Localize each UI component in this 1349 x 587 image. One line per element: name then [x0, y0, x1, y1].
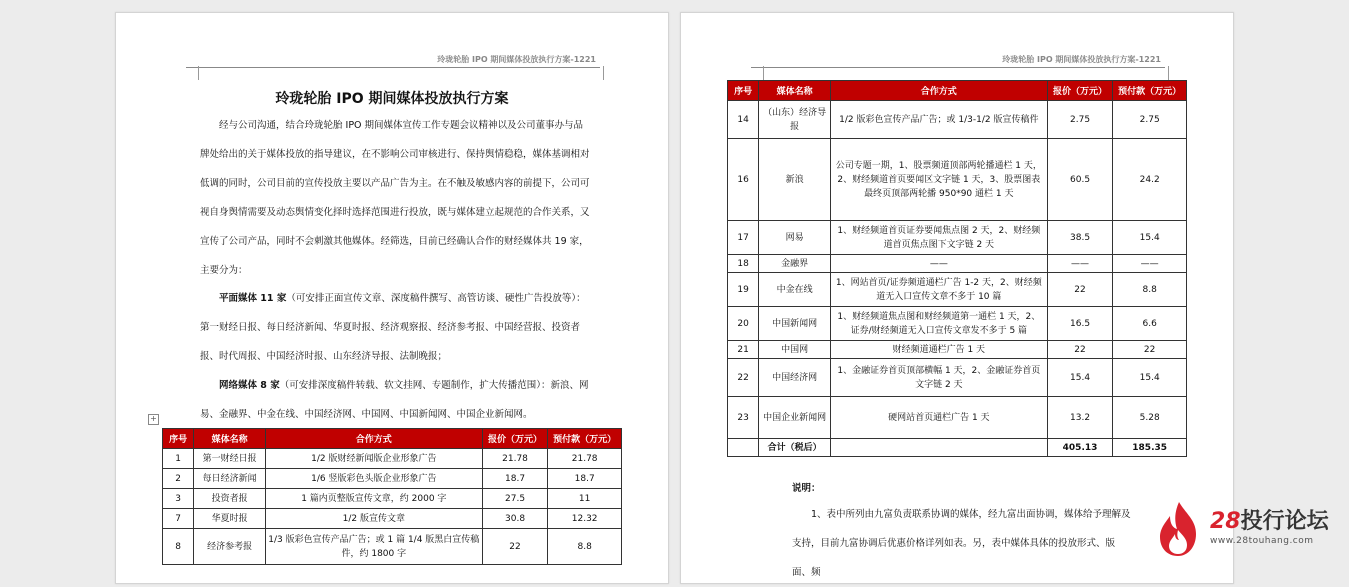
table-row[interactable] [728, 397, 1187, 439]
logo-wordmark [1210, 504, 1329, 535]
row-price: 13.2 [1047, 397, 1113, 439]
row-prepay: 18.7 [548, 469, 622, 489]
table-row[interactable] [728, 101, 1187, 139]
row-price: 38.5 [1047, 221, 1113, 255]
table-row[interactable] [163, 469, 622, 489]
row-price: 2.75 [1047, 101, 1113, 139]
row-name: 华夏时报 [194, 509, 266, 529]
margin-corner-right [603, 66, 604, 80]
row-name: 每日经济新闻 [194, 469, 266, 489]
net-media-label: 网络媒体 8 家 [219, 380, 280, 391]
row-mode: 1/2 版彩色宣传产品广告；或 1/3-1/2 版宣传稿件 [830, 101, 1047, 139]
total-mode [830, 439, 1047, 457]
row-prepay: 5.28 [1113, 397, 1187, 439]
table-row[interactable] [728, 273, 1187, 307]
row-prepay: 2.75 [1113, 101, 1187, 139]
header-rule [186, 67, 600, 68]
row-price: 16.5 [1047, 307, 1113, 341]
margin-corner-left [763, 66, 764, 80]
row-prepay: 15.4 [1113, 221, 1187, 255]
row-no: 19 [728, 273, 759, 307]
page-header: 玲珑轮胎 IPO 期间媒体投放执行方案-1221 [437, 55, 596, 64]
media-table-2[interactable] [727, 80, 1187, 457]
col-header-mode: 合作方式 [830, 81, 1047, 101]
row-no: 21 [728, 341, 759, 359]
row-no: 16 [728, 139, 759, 221]
row-name: 经济参考报 [194, 529, 266, 565]
row-prepay: 8.8 [548, 529, 622, 565]
row-no: 17 [728, 221, 759, 255]
row-price: 22 [482, 529, 548, 565]
row-prepay: 12.32 [548, 509, 622, 529]
row-prepay: 24.2 [1113, 139, 1187, 221]
row-prepay: 8.8 [1113, 273, 1187, 307]
row-price: —— [1047, 255, 1113, 273]
logo-number: 28 [1210, 509, 1241, 534]
header-rule [751, 67, 1165, 68]
table-row[interactable] [728, 359, 1187, 397]
row-prepay: 6.6 [1113, 307, 1187, 341]
row-name: （山东）经济导报 [759, 101, 831, 139]
margin-corner-left [198, 66, 199, 80]
total-price: 405.13 [1047, 439, 1113, 457]
flat-media-paragraph[interactable] [200, 284, 590, 371]
col-header-price: 报价（万元） [1047, 81, 1113, 101]
table-row[interactable] [163, 529, 622, 565]
row-prepay: —— [1113, 255, 1187, 273]
row-name: 新浪 [759, 139, 831, 221]
row-mode: 1/6 竖版彩色头版企业形象广告 [265, 469, 482, 489]
margin-corner-right [1168, 66, 1169, 80]
table-row[interactable] [728, 341, 1187, 359]
flat-media-text: （可安排正面宣传文章、深度稿件撰写、高管访谈、硬性广告投放等）：第一财经日报、每日经济新闻、华夏时报、经济观察报、经济参考报、中国经营报、投资者报、时代周报、中国经济时报、山东经济导报、法制晚报； [200, 293, 586, 362]
row-name: 中国网 [759, 341, 831, 359]
row-name: 中国新闻网 [759, 307, 831, 341]
row-no: 2 [163, 469, 194, 489]
table-row[interactable] [728, 139, 1187, 221]
flat-media-label: 平面媒体 11 家 [219, 293, 287, 304]
total-label: 合计（税后） [759, 439, 831, 457]
row-price: 18.7 [482, 469, 548, 489]
row-mode: 1、财经频道首页证券要闻焦点图 2 天，2、财经频道首页焦点图下文字链 2 天 [830, 221, 1047, 255]
row-price: 22 [1047, 341, 1113, 359]
col-header-no: 序号 [163, 429, 194, 449]
table-row[interactable] [163, 449, 622, 469]
row-prepay: 15.4 [1113, 359, 1187, 397]
row-name: 投资者报 [194, 489, 266, 509]
row-no: 8 [163, 529, 194, 565]
row-mode: 1、财经频道焦点图和财经频道第一通栏 1 天，2、证券/财经频道无入口宣传文章发不多于 5 篇 [830, 307, 1047, 341]
row-name: 第一财经日报 [194, 449, 266, 469]
row-mode: 财经频道通栏广告 1 天 [830, 341, 1047, 359]
net-media-paragraph[interactable] [200, 371, 590, 429]
row-price: 15.4 [1047, 359, 1113, 397]
table-row[interactable] [163, 489, 622, 509]
flame-logo-icon [1156, 500, 1202, 558]
row-no: 23 [728, 397, 759, 439]
table-total-row[interactable] [728, 439, 1187, 457]
row-name: 中国经济网 [759, 359, 831, 397]
row-name: 网易 [759, 221, 831, 255]
table-move-handle-icon[interactable]: + [148, 414, 159, 425]
col-header-no: 序号 [728, 81, 759, 101]
col-header-prepay: 预付款（万元） [548, 429, 622, 449]
row-mode: 1/2 版财经新闻版企业形象广告 [265, 449, 482, 469]
row-mode: 公司专题一期，1、股票频道顶部两轮播通栏 1 天，2、财经频道首页要闻区文字链 1 天，3、股票图表最终页顶部两轮播 950*90 通栏 1 天 [830, 139, 1047, 221]
logo-url: www.28touhang.com [1210, 536, 1314, 546]
row-no: 22 [728, 359, 759, 397]
row-mode: 1/2 版宣传文章 [265, 509, 482, 529]
total-prepay: 185.35 [1113, 439, 1187, 457]
intro-paragraph[interactable]: 经与公司沟通，结合玲珑轮胎 IPO 期间媒体宣传工作专题会议精神以及公司董事办与品牌处给出的关于媒体投放的指导建议，在不影响公司审核进行、保持舆情稳稳，媒体基调相对低调的同时，公司目前的宣传投放主要以产品广告为主。在不触及敏感内容的前提下，公司可视自身舆情需要及动态舆情变化择时选择范围进行投放，既与媒体建立起规范的合作关系，又宣传了公司产品，同时不会刺激其他媒体。经筛选，目前已经确认合作的财经媒体共 19 家，主要分为： [200, 120, 590, 276]
row-mode: 硬网站首页通栏广告 1 天 [830, 397, 1047, 439]
table-row[interactable] [728, 221, 1187, 255]
row-mode: 1、网站首页/证券频道通栏广告 1-2 天，2、财经频道无入口宣传文章不多于 10 篇 [830, 273, 1047, 307]
net-media-text: （可安排深度稿件转载、软文挂网、专题制作，扩大传播范围）：新浪、网易、金融界、中金在线、中国经济网、中国网、中国新闻网、中国企业新闻网。 [200, 380, 589, 420]
note-title[interactable]: 说明： [792, 483, 821, 494]
col-header-price: 报价（万元） [482, 429, 548, 449]
row-name: 中国企业新闻网 [759, 397, 831, 439]
row-mode: 1/3 版彩色宣传产品广告；或 1 篇 1/4 版黑白宣传稿件，约 1800 字 [265, 529, 482, 565]
col-header-prepay: 预付款（万元） [1113, 81, 1187, 101]
document-title[interactable]: 玲珑轮胎 IPO 期间媒体投放执行方案 [275, 91, 509, 107]
row-no: 18 [728, 255, 759, 273]
row-mode: 1 篇内页整版宣传文章，约 2000 字 [265, 489, 482, 509]
row-no: 7 [163, 509, 194, 529]
row-price: 60.5 [1047, 139, 1113, 221]
row-mode: —— [830, 255, 1047, 273]
col-header-name: 媒体名称 [194, 429, 266, 449]
table-row[interactable] [163, 509, 622, 529]
row-price: 21.78 [482, 449, 548, 469]
table-row[interactable] [728, 255, 1187, 273]
col-header-name: 媒体名称 [759, 81, 831, 101]
logo-name: 投行论坛 [1240, 509, 1329, 534]
row-prepay: 11 [548, 489, 622, 509]
row-price: 30.8 [482, 509, 548, 529]
note-paragraph[interactable]: 1、表中所列由九富负责联系协调的媒体，经九富出面协调，媒体给予理解及支持，目前九富协调后优惠价格详列如表。另，表中媒体具体的投放形式、版面、频 [792, 509, 1131, 578]
row-no: 20 [728, 307, 759, 341]
row-prepay: 21.78 [548, 449, 622, 469]
row-no: 3 [163, 489, 194, 509]
col-header-mode: 合作方式 [265, 429, 482, 449]
row-mode: 1、金融证券首页顶部横幅 1 天，2、金融证券首页文字链 2 天 [830, 359, 1047, 397]
row-no: 14 [728, 101, 759, 139]
row-prepay: 22 [1113, 341, 1187, 359]
site-logo [1150, 496, 1349, 571]
row-price: 22 [1047, 273, 1113, 307]
row-name: 中金在线 [759, 273, 831, 307]
row-no: 1 [163, 449, 194, 469]
media-table-1[interactable] [162, 428, 622, 565]
table-row[interactable] [728, 307, 1187, 341]
row-name: 金融界 [759, 255, 831, 273]
total-no [728, 439, 759, 457]
page-header: 玲珑轮胎 IPO 期间媒体投放执行方案-1221 [1002, 55, 1161, 64]
row-price: 27.5 [482, 489, 548, 509]
